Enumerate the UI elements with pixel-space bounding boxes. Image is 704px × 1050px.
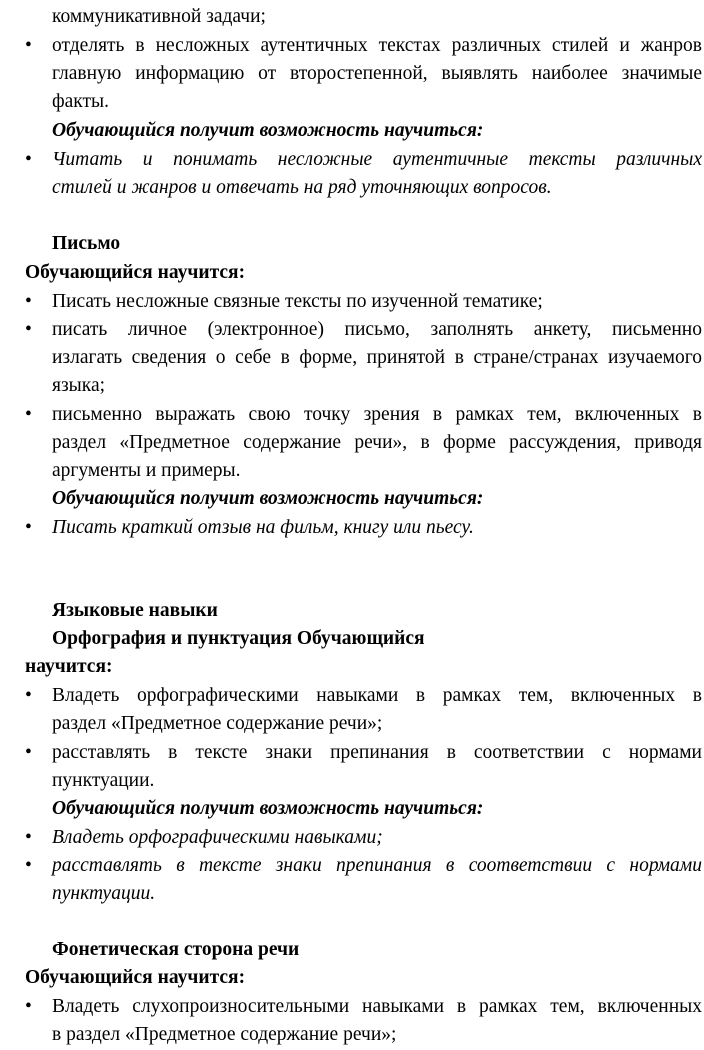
bullet-icon: •	[25, 517, 32, 538]
text-line: факты.	[52, 91, 110, 112]
text-line: раздел «Предметное содержание речи», в форме рассуждения, приводя	[52, 432, 702, 453]
bullet-icon: •	[25, 35, 32, 56]
text-line: пунктуации.	[52, 883, 156, 904]
subheading: Орфография и пунктуация Обучающийся	[52, 628, 425, 649]
text-line: излагать сведения о себе в форме, принятой в стране/странах изучаемого	[52, 347, 702, 368]
text-line: раздел «Предметное содержание речи»;	[52, 713, 383, 734]
subheading: Обучающийся получит возможность научиться:	[52, 488, 484, 509]
text-line: языка;	[52, 375, 106, 396]
text-line: в раздел «Предметное содержание речи»;	[52, 1024, 397, 1045]
subheading: Обучающийся научится:	[25, 967, 246, 988]
bullet-icon: •	[25, 742, 32, 763]
bullet-icon: •	[25, 827, 32, 848]
section-heading: Фонетическая сторона речи	[52, 939, 300, 960]
bullet-icon: •	[25, 149, 32, 170]
text-line: писать личное (электронное) письмо, заполнять анкету, письменно	[52, 319, 702, 340]
text-line: пунктуации.	[52, 770, 155, 791]
text-line: коммуникативной задачи;	[52, 6, 266, 27]
bullet-icon: •	[25, 996, 32, 1017]
bullet-icon: •	[25, 319, 32, 340]
text-line: отделять в несложных аутентичных текстах различных стилей и жанров	[52, 35, 702, 56]
text-line: Владеть орфографическими навыками в рамках тем, включенных в	[52, 685, 702, 706]
text-line: расставлять в тексте знаки препинания в соответствии с нормами	[52, 742, 702, 763]
bullet-icon: •	[25, 291, 32, 312]
text-line: письменно выражать свою точку зрения в рамках тем, включенных в	[52, 404, 702, 425]
text-line: Владеть слухопроизносительными навыками в рамках тем, включенных	[52, 996, 702, 1017]
subheading: Обучающийся получит возможность научиться:	[52, 120, 484, 141]
subheading: Обучающийся получит возможность научиться:	[52, 798, 484, 819]
subheading: Обучающийся научится:	[25, 262, 246, 283]
section-heading: Письмо	[52, 233, 121, 254]
subheading: научится:	[25, 656, 113, 677]
text-line: Писать несложные связные тексты по изученной тематике;	[52, 291, 543, 312]
text-line: Читать и понимать несложные аутентичные тексты различных	[52, 149, 702, 170]
bullet-icon: •	[25, 404, 32, 425]
text-line: расставлять в тексте знаки препинания в соответствии с нормами	[52, 855, 702, 876]
bullet-icon: •	[25, 685, 32, 706]
text-line: главную информацию от второстепенной, выявлять наиболее значимые	[52, 63, 702, 84]
section-heading: Языковые навыки	[52, 600, 218, 621]
text-line: стилей и жанров и отвечать на ряд уточняющих вопросов.	[52, 177, 552, 198]
bullet-icon: •	[25, 855, 32, 876]
text-line: Владеть орфографическими навыками;	[52, 827, 383, 848]
text-line: Писать краткий отзыв на фильм, книгу или пьесу.	[52, 517, 474, 538]
text-line: аргументы и примеры.	[52, 460, 241, 481]
